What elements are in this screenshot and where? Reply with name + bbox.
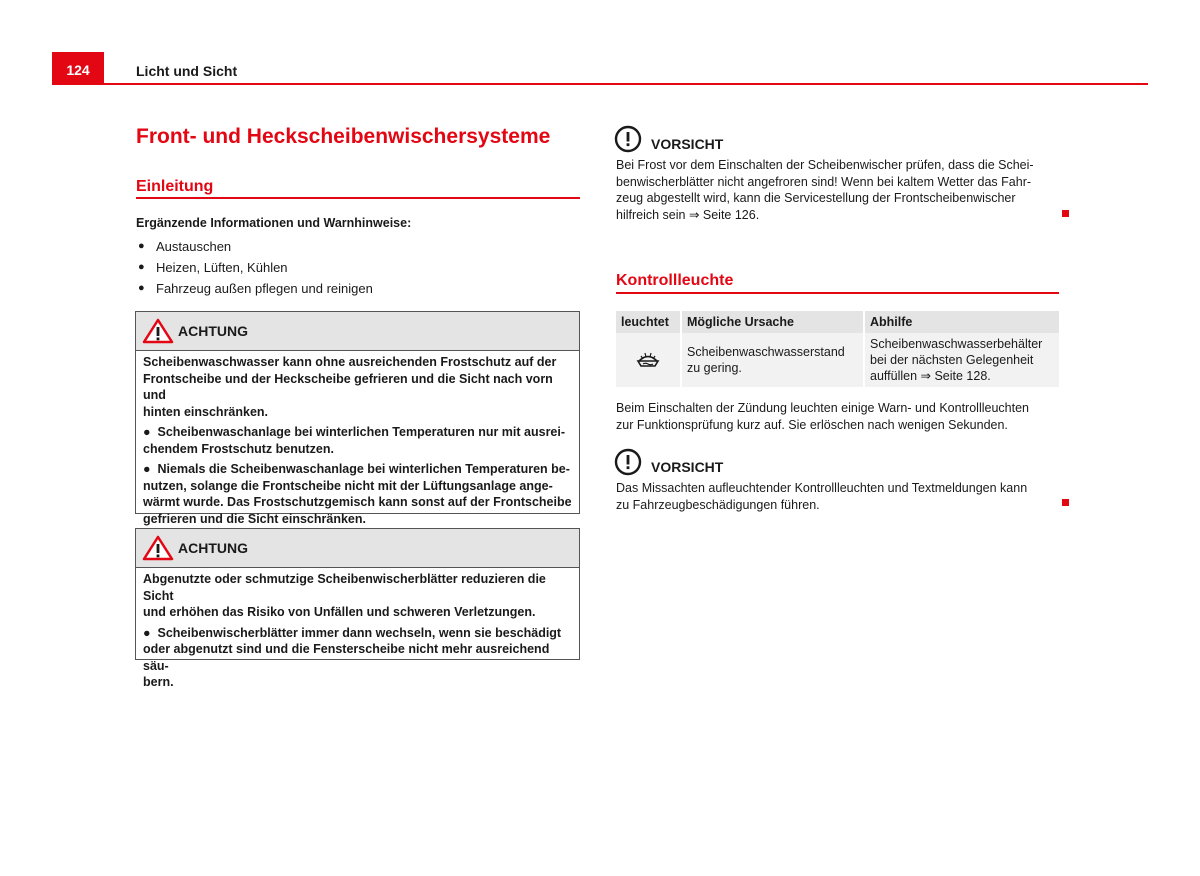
list-item bbox=[136, 259, 373, 280]
text-line: chendem Frostschutz benutzen. bbox=[143, 441, 334, 456]
intro-list bbox=[136, 238, 373, 301]
column-header: Mögliche Ursache bbox=[681, 311, 864, 333]
section-heading-kontrollleuchte: Kontrollleuchte bbox=[616, 272, 734, 289]
text-line: zeug abgestellt wird, kann die Servicestellung der Frontscheibenwischer bbox=[616, 191, 1016, 205]
section-end-mark bbox=[1062, 499, 1069, 506]
warning-body bbox=[136, 351, 579, 535]
bullet-icon: ● bbox=[138, 240, 145, 252]
text-line: hilfreich sein ⇒ Seite 126. bbox=[616, 207, 760, 222]
text-line: gefrieren und die Sicht einschränken. bbox=[143, 511, 366, 526]
warning-box-2 bbox=[135, 528, 580, 689]
caution-text bbox=[616, 480, 1066, 513]
intro-label: Ergänzende Informationen und Warnhinweise: bbox=[136, 216, 412, 230]
chapter-title: Licht und Sicht bbox=[136, 63, 238, 79]
warning-bullet bbox=[143, 625, 572, 691]
list-item-text: Fahrzeug außen pflegen und reinigen bbox=[156, 281, 373, 296]
section-heading-einleitung: Einleitung bbox=[136, 178, 214, 195]
text-line: Niemals die Scheibenwaschanlage bei winterlichen Temperaturen be- bbox=[157, 462, 570, 476]
bullet-icon: ● bbox=[138, 261, 145, 273]
text-line: Frontscheibe und der Heckscheibe gefrieren und die Sicht nach vorn und bbox=[143, 371, 553, 402]
bullet-icon: ● bbox=[143, 425, 158, 439]
section-end-mark bbox=[1062, 210, 1069, 217]
list-item bbox=[136, 280, 373, 301]
bullet-icon: ● bbox=[143, 625, 158, 640]
text-line: Scheibenwaschwasserstand bbox=[687, 345, 845, 359]
warning-header bbox=[136, 312, 579, 351]
text-line: zu gering. bbox=[687, 361, 742, 375]
table-header-row bbox=[616, 311, 1059, 333]
caution-exclamation-icon bbox=[614, 125, 642, 153]
page-title: Front- und Heckscheibenwischersysteme bbox=[136, 125, 551, 148]
text-line: bern. bbox=[143, 675, 174, 689]
table-row bbox=[616, 333, 1059, 387]
text-line: Scheibenwaschanlage bei winterlichen Temperaturen nur mit ausrei- bbox=[157, 425, 566, 439]
list-item-text: Austauschen bbox=[156, 239, 232, 254]
header-rule bbox=[52, 83, 1148, 85]
text-line: zu Fahrzeugbeschädigungen führen. bbox=[616, 497, 820, 512]
list-item bbox=[136, 238, 373, 259]
warning-title: ACHTUNG bbox=[178, 540, 248, 556]
warning-box-1 bbox=[135, 311, 580, 526]
table-cell-icon bbox=[616, 333, 681, 387]
column-header: Abhilfe bbox=[864, 311, 1059, 333]
text-line: benwischerblätter nicht angefroren sind! Wenn bei kaltem Wetter das Fahr- bbox=[616, 174, 1032, 189]
text-line: und erhöhen das Risiko von Unfällen und schweren Verletzungen. bbox=[143, 605, 536, 619]
page-number: 124 bbox=[66, 62, 90, 78]
washer-fluid-icon bbox=[635, 348, 661, 368]
text-line: Bei Frost vor dem Einschalten der Scheibenwischer prüfen, dass die Schei- bbox=[616, 158, 1034, 172]
bullet-icon: ● bbox=[138, 282, 145, 294]
warning-title: ACHTUNG bbox=[178, 323, 248, 339]
caution-title: VORSICHT bbox=[651, 459, 724, 475]
info-paragraph bbox=[616, 400, 1066, 433]
warning-triangle-icon bbox=[142, 318, 174, 344]
caution-title: VORSICHT bbox=[651, 136, 724, 152]
warning-header bbox=[136, 529, 579, 568]
text-line: auffüllen ⇒ Seite 128. bbox=[870, 369, 991, 383]
warning-paragraph bbox=[143, 571, 572, 621]
table-cell-remedy bbox=[864, 333, 1059, 387]
caution-text bbox=[616, 157, 1066, 223]
text-line: bei der nächsten Gelegenheit bbox=[870, 353, 1034, 367]
table-cell-cause bbox=[681, 333, 864, 387]
section-rule bbox=[136, 197, 580, 199]
list-item-text: Heizen, Lüften, Kühlen bbox=[156, 260, 288, 275]
warning-bullet bbox=[143, 424, 572, 457]
text-line: nutzen, solange die Frontscheibe nicht mit der Lüftungsanlage ange- bbox=[143, 478, 553, 493]
text-line: zur Funktionsprüfung kurz auf. Sie erlöschen nach wenigen Sekunden. bbox=[616, 417, 1008, 432]
section-rule bbox=[616, 292, 1059, 294]
warning-triangle-icon bbox=[142, 535, 174, 561]
bullet-icon: ● bbox=[143, 462, 158, 476]
caution-exclamation-icon bbox=[614, 448, 642, 476]
text-line: Scheibenwaschwasserbehälter bbox=[870, 337, 1043, 351]
text-line: Scheibenwaschwasser kann ohne ausreichenden Frostschutz auf der bbox=[143, 355, 557, 369]
warning-body bbox=[136, 568, 579, 699]
text-line: wärmt wurde. Das Frostschutzgemisch kann sonst auf der Frontscheibe bbox=[143, 495, 572, 509]
warning-bullet bbox=[143, 461, 572, 527]
text-line: Das Missachten aufleuchtender Kontrollleuchten und Textmeldungen kann bbox=[616, 481, 1028, 495]
warning-paragraph bbox=[143, 354, 572, 420]
column-header: leuchtet bbox=[616, 311, 681, 333]
text-line: Abgenutzte oder schmutzige Scheibenwischerblätter reduzieren die Sicht bbox=[143, 572, 546, 603]
text-line: hinten einschränken. bbox=[143, 404, 269, 419]
text-line: Beim Einschalten der Zündung leuchten einige Warn- und Kontrollleuchten bbox=[616, 401, 1029, 415]
warning-light-table bbox=[616, 311, 1059, 387]
text-line: oder abgenutzt sind und die Fensterscheibe nicht mehr ausreichend säu- bbox=[143, 642, 550, 673]
text-line: Scheibenwischerblätter immer dann wechseln, wenn sie beschädigt bbox=[157, 625, 562, 640]
